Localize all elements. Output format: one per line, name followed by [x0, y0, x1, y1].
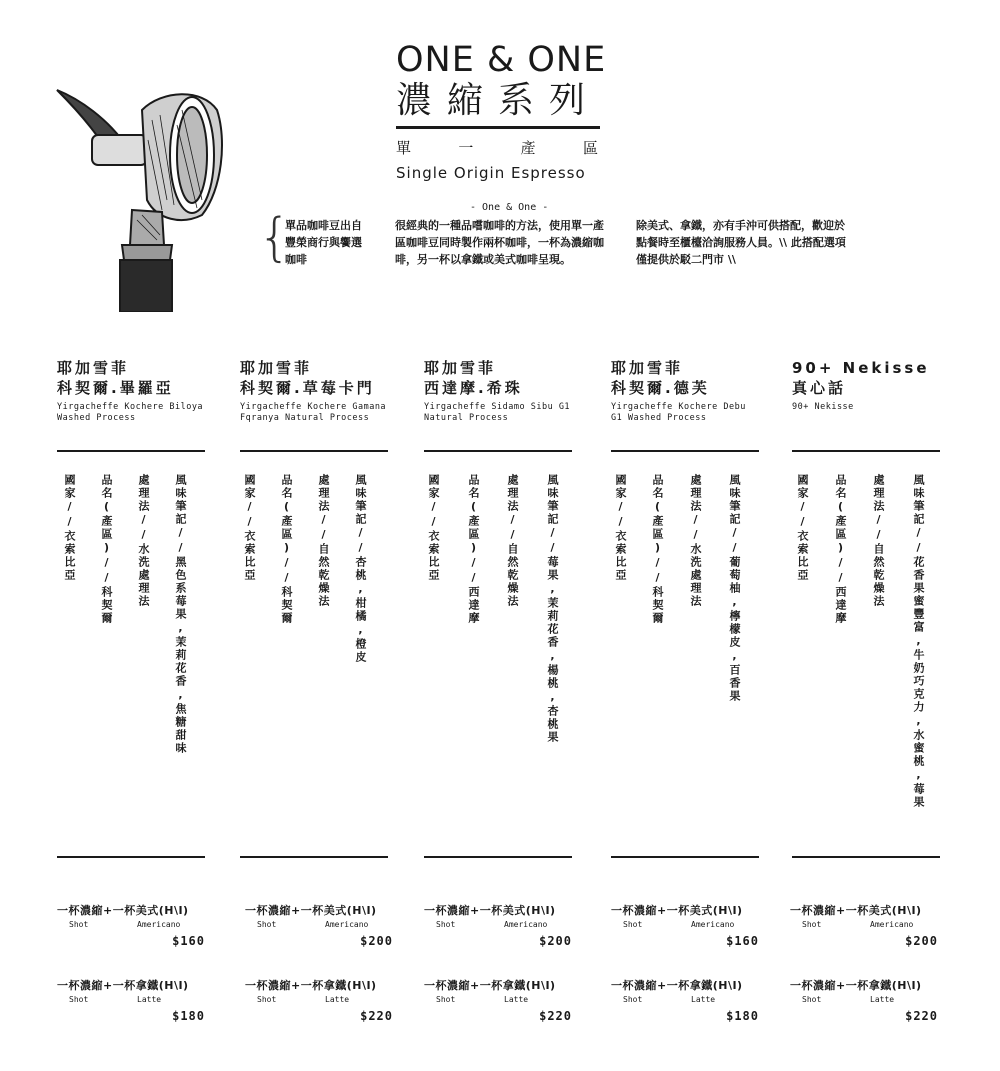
item-name-line2: 科契爾.草莓卡門 — [240, 379, 375, 397]
item-notes: 風味筆記//黑色系莓果,茉莉花香,焦糖甜味 — [174, 474, 187, 755]
menu-header — [396, 40, 606, 182]
divider — [792, 450, 940, 452]
combo-label: 一杯濃縮+一杯美式(H\I) — [790, 904, 922, 917]
shot-label: Shot — [802, 995, 822, 1004]
americano-label: Americano — [870, 920, 914, 929]
item-country: 國家//衣索比亞 — [614, 474, 627, 582]
item-country: 國家//衣索比亞 — [63, 474, 76, 582]
price: $220 — [905, 1009, 938, 1023]
item-name-line2: 西達摩.希珠 — [424, 379, 523, 397]
divider — [240, 856, 388, 858]
coffee-item — [57, 358, 207, 424]
divider — [240, 450, 388, 452]
price: $200 — [905, 934, 938, 948]
subtitle-char: 產 — [520, 139, 536, 157]
divider — [57, 856, 205, 858]
intro-middle: 很經典的一種品嚐咖啡的方法，使用單一產區咖啡豆同時製作兩杯咖啡，一杯為濃縮咖啡，另一杯以拿鐵或美式咖啡呈現。 — [395, 219, 604, 266]
price-latte — [245, 977, 445, 1023]
price: $180 — [172, 1009, 205, 1023]
item-process: 處理法//自然乾燥法 — [506, 474, 519, 608]
subtitle-char: 單 — [396, 139, 412, 157]
item-name-line1: 耶加雪菲 — [240, 359, 313, 377]
shot-label: Shot — [436, 995, 456, 1004]
item-name-line2: 科契爾.畢羅亞 — [57, 379, 174, 397]
item-region: 品名(產區)//科契爾 — [100, 474, 113, 625]
americano-label: Americano — [691, 920, 735, 929]
combo-label: 一杯濃縮+一杯美式(H\I) — [424, 904, 556, 917]
combo-label: 一杯濃縮+一杯拿鐵(H\I) — [611, 979, 743, 992]
item-notes: 風味筆記//杏桃,柑橘,橙皮 — [354, 474, 367, 664]
combo-label: 一杯濃縮+一杯拿鐵(H\I) — [245, 979, 377, 992]
divider — [611, 856, 759, 858]
combo-label: 一杯濃縮+一杯美式(H\I) — [245, 904, 377, 917]
divider — [792, 856, 940, 858]
item-process: 處理法//自然乾燥法 — [872, 474, 885, 608]
item-process: 處理法//水洗處理法 — [137, 474, 150, 608]
item-region: 品名(產區)//科契爾 — [651, 474, 664, 625]
price: $220 — [360, 1009, 393, 1023]
subtitle-zh — [396, 137, 598, 158]
price-latte — [790, 977, 990, 1023]
divider — [424, 450, 572, 452]
americano-label: Americano — [137, 920, 181, 929]
item-process: 處理法//自然乾燥法 — [317, 474, 330, 608]
price: $200 — [539, 934, 572, 948]
item-region: 品名(產區)//科契爾 — [280, 474, 293, 625]
intro-right: 除美式、拿鐵，亦有手沖可供搭配，歡迎於點餐時至櫃檯洽詢服務人員。\\ 此搭配選項僅提供於駁二門市 \\ — [636, 219, 846, 266]
item-country: 國家//衣索比亞 — [796, 474, 809, 582]
americano-label: Americano — [325, 920, 369, 929]
combo-label: 一杯濃縮+一杯拿鐵(H\I) — [57, 979, 189, 992]
brace-icon: { — [258, 208, 292, 268]
latte-label: Latte — [137, 995, 162, 1004]
coffee-item — [240, 358, 390, 424]
header-divider — [396, 126, 600, 129]
item-country: 國家//衣索比亞 — [427, 474, 440, 582]
shot-label: Shot — [257, 920, 277, 929]
intro-title: - One & One - — [470, 202, 549, 213]
price-latte — [424, 977, 624, 1023]
divider — [424, 856, 572, 858]
coffee-item — [611, 358, 761, 424]
shot-label: Shot — [623, 920, 643, 929]
item-name-line1: 耶加雪菲 — [424, 359, 497, 377]
item-country: 國家//衣索比亞 — [243, 474, 256, 582]
combo-label: 一杯濃縮+一杯拿鐵(H\I) — [424, 979, 556, 992]
title-zh: 濃縮系列 — [396, 80, 601, 121]
price-americano — [790, 902, 990, 948]
shot-label: Shot — [623, 995, 643, 1004]
price-latte — [611, 977, 811, 1023]
price: $180 — [726, 1009, 759, 1023]
item-region: 品名(產區)//西達摩 — [467, 474, 480, 625]
title-en: ONE & ONE — [396, 40, 607, 80]
shot-label: Shot — [69, 920, 89, 929]
coffee-item — [424, 358, 574, 424]
latte-label: Latte — [325, 995, 350, 1004]
item-notes: 風味筆記//莓果,茉莉花香,楊桃,杏桃果 — [546, 474, 559, 744]
item-notes: 風味筆記//葡萄柚,檸檬皮,百香果 — [728, 474, 741, 703]
subtitle-char: 區 — [582, 139, 598, 157]
latte-label: Latte — [870, 995, 895, 1004]
shot-label: Shot — [257, 995, 277, 1004]
price-americano — [424, 902, 624, 948]
coffee-item — [792, 358, 942, 413]
item-name-line2: 科契爾.德芙 — [611, 379, 710, 397]
price-latte — [57, 977, 257, 1023]
price: $160 — [172, 934, 205, 948]
item-notes: 風味筆記//花香果蜜豐富,牛奶巧克力,水蜜桃,莓果 — [912, 474, 925, 809]
combo-label: 一杯濃縮+一杯美式(H\I) — [57, 904, 189, 917]
shot-label: Shot — [69, 995, 89, 1004]
item-name-line1: 耶加雪菲 — [57, 359, 130, 377]
item-name-en: 90+ Nekisse — [792, 402, 854, 412]
intro-left: 單品咖啡豆出自豐榮商行與饗選咖啡 — [285, 219, 362, 266]
latte-label: Latte — [691, 995, 716, 1004]
item-name-line2: 真心話 — [792, 379, 847, 397]
item-name-line1: 耶加雪菲 — [611, 359, 684, 377]
subtitle-char: 一 — [458, 139, 474, 157]
americano-label: Americano — [504, 920, 548, 929]
price-americano — [57, 902, 257, 948]
subtitle-en: Single Origin Espresso — [396, 164, 586, 182]
item-name-line1: 90+ Nekisse — [792, 359, 930, 377]
price: $220 — [539, 1009, 572, 1023]
price-americano — [611, 902, 811, 948]
item-name-en: Yirgacheffe Kochere Gamana Fqranya Natural Process — [240, 402, 387, 423]
divider — [57, 450, 205, 452]
item-name-en: Yirgacheffe Sidamo Sibu G1 Natural Process — [424, 402, 571, 423]
latte-label: Latte — [504, 995, 529, 1004]
price: $160 — [726, 934, 759, 948]
item-name-en: Yirgacheffe Kochere Debu G1 Washed Process — [611, 402, 746, 423]
combo-label: 一杯濃縮+一杯拿鐵(H\I) — [790, 979, 922, 992]
price-americano — [245, 902, 445, 948]
item-region: 品名(產區)//西達摩 — [834, 474, 847, 625]
combo-label: 一杯濃縮+一杯美式(H\I) — [611, 904, 743, 917]
price: $200 — [360, 934, 393, 948]
portafilter-illustration — [52, 80, 232, 312]
item-name-en: Yirgacheffe Kochere Biloya Washed Process — [57, 402, 204, 423]
shot-label: Shot — [436, 920, 456, 929]
divider — [611, 450, 759, 452]
item-process: 處理法//水洗處理法 — [689, 474, 702, 608]
shot-label: Shot — [802, 920, 822, 929]
